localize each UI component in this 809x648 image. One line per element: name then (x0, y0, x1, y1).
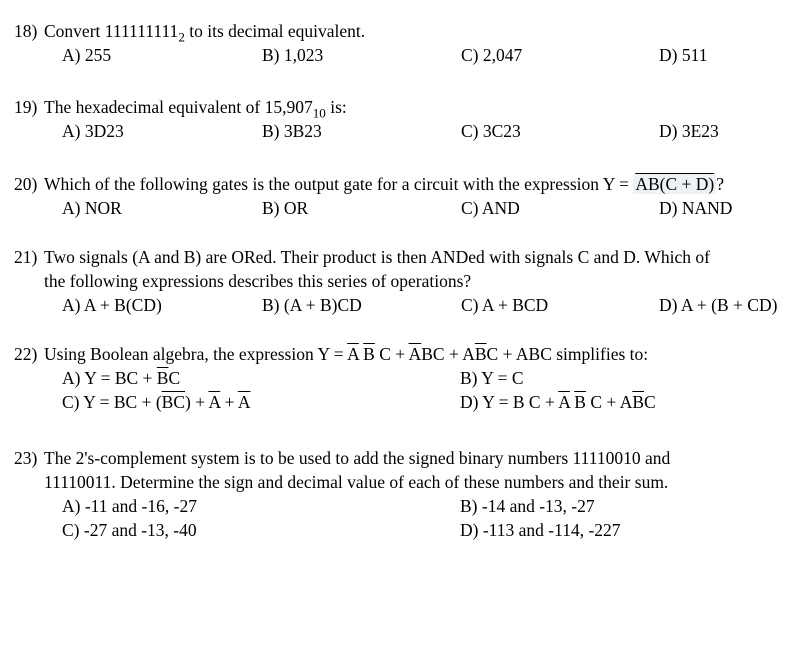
option-c[interactable]: C) -27 and -13, -40 (62, 520, 197, 540)
option-d[interactable]: D) 3E23 (659, 121, 719, 141)
question-23-stem-line-2: 11110011. Determine the sign and decimal value of each of these numbers and their sum. (44, 472, 669, 492)
option-a[interactable]: A) 3D23 (62, 121, 124, 141)
option-c[interactable]: C) 2,047 (461, 45, 523, 65)
option-b[interactable]: B) 3B23 (262, 121, 322, 141)
question-18 (14, 19, 796, 67)
question-23 (14, 446, 796, 542)
option-b[interactable]: B) -14 and -13, -27 (460, 496, 595, 516)
question-21-options (14, 293, 796, 317)
question-23-options-row-1 (14, 494, 796, 518)
question-18-options (14, 43, 796, 67)
option-c[interactable]: C) 3C23 (461, 121, 521, 141)
question-22-options-row-2 (14, 390, 796, 414)
question-20-stem: 20) Which of the following gates is the output gate for a circuit with the expression Y = AB(C + D) ? (14, 174, 725, 194)
option-c[interactable]: C) AND (461, 198, 520, 218)
expression-ab-c-plus-d-overbar: AB(C + D) (635, 174, 715, 194)
question-21-stem-line-1: 21) Two signals (A and B) are ORed. Their product is then ANDed with signals C and D. Which of (14, 247, 710, 267)
option-a[interactable]: A) Y = BC + $\overline{B}C$ (62, 368, 181, 388)
question-22-stem: 22) Using Boolean algebra, the expression $Y = \overline{A}$ $\overline{B}$ $C + \overline{A}BC + A\overline{B}C$ + ABC simplifies to: (14, 344, 649, 364)
option-d[interactable]: D) 511 (659, 45, 708, 65)
question-21-stem-line-2: the following expressions describes this series of operations? (44, 271, 472, 291)
option-d[interactable]: D) NAND (659, 198, 733, 218)
option-a[interactable]: A) 255 (62, 45, 112, 65)
option-d[interactable]: D) -113 and -114, -227 (460, 520, 621, 540)
option-d[interactable]: D) A + (B + CD) (659, 295, 778, 315)
question-19-stem: 19) The hexadecimal equivalent of $15,907_{10}$ is: (14, 97, 347, 121)
question-21 (14, 245, 796, 317)
option-c[interactable]: C) Y = BC + $(\overline{BC}) + \overline{A} + \overline{A}$ (62, 392, 251, 412)
option-b[interactable]: B) (A + B)CD (262, 295, 362, 315)
question-23-stem-line-1: 23) The 2's-complement system is to be used to add the signed binary numbers 11110010 and (14, 448, 671, 468)
question-19 (14, 95, 796, 143)
question-22 (14, 342, 796, 414)
option-a[interactable]: A) A + B(CD) (62, 295, 162, 315)
question-23-options-row-2 (14, 518, 796, 542)
question-20 (14, 172, 796, 220)
option-a[interactable]: A) NOR (62, 198, 122, 218)
option-a[interactable]: A) -11 and -16, -27 (62, 496, 197, 516)
question-19-options (14, 119, 796, 143)
question-18-stem: 18) Convert $111111111_2$ to its decimal equivalent. (14, 21, 366, 45)
question-20-options (14, 196, 796, 220)
option-b[interactable]: B) 1,023 (262, 45, 324, 65)
option-c[interactable]: C) A + BCD (461, 295, 549, 315)
option-b[interactable]: B) OR (262, 198, 309, 218)
question-22-options-row-1 (14, 366, 796, 390)
option-b[interactable]: B) Y = C (460, 368, 524, 388)
option-d[interactable]: D) Y = B $C + \overline{A}$ $\overline{B}$ $C + A\overline{B}C$ (460, 392, 656, 412)
